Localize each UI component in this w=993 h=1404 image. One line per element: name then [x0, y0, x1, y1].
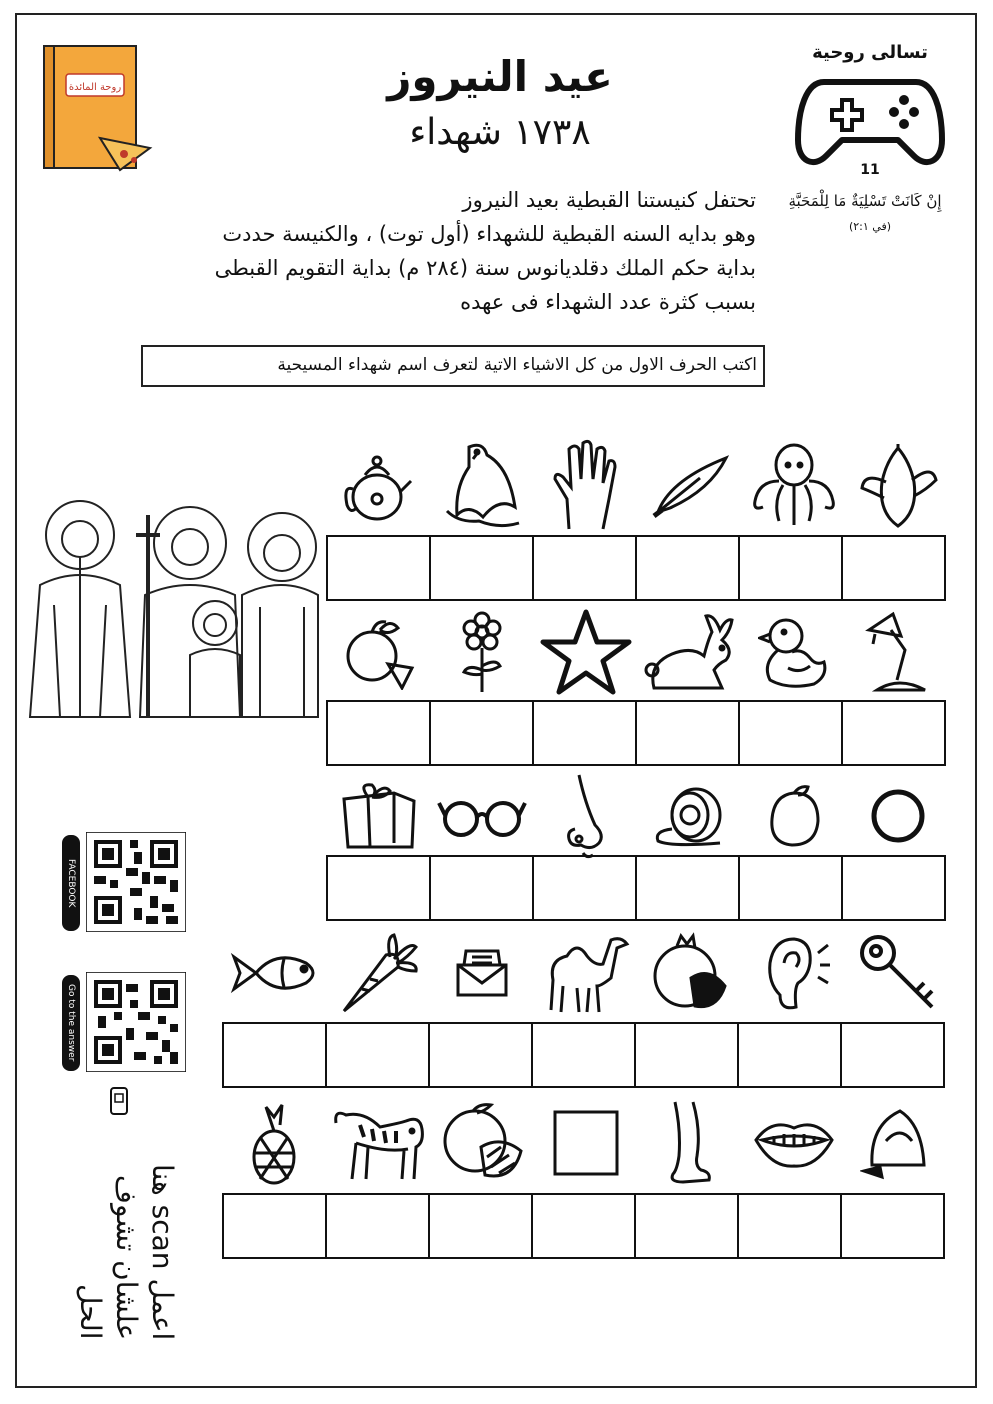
- icon-row-3: [326, 768, 950, 864]
- brand-name: تسالى روحية: [812, 42, 928, 63]
- facebook-tab[interactable]: FACEBOOK: [62, 835, 80, 931]
- answer-row-1: [326, 535, 946, 601]
- answer-cell[interactable]: [326, 535, 431, 601]
- answer-row-4: [222, 1022, 945, 1088]
- answer-cell[interactable]: [428, 1193, 533, 1259]
- scan-note-line: علشان تشوف الحل: [74, 1174, 143, 1340]
- flower-icon: [430, 604, 534, 700]
- nose-icon: [534, 768, 638, 864]
- intro-line: تحتفل كنيستنا القبطية بعيد النيروز: [462, 188, 756, 212]
- icon-row-5: [222, 1095, 950, 1191]
- star-icon: [534, 604, 638, 700]
- answer-cell[interactable]: [737, 1193, 842, 1259]
- mango-icon: [742, 768, 846, 864]
- answer-cell[interactable]: [841, 535, 946, 601]
- answer-cell[interactable]: [532, 535, 637, 601]
- camel-icon: [534, 925, 638, 1021]
- answer-cell[interactable]: [841, 700, 946, 766]
- yoyo-icon: [638, 768, 742, 864]
- icon-row-4: [222, 925, 950, 1021]
- answer-cell[interactable]: [738, 535, 843, 601]
- book-label: روحة المائدة: [68, 82, 122, 93]
- answer-cell[interactable]: [429, 855, 534, 921]
- orange-icon: [326, 604, 430, 700]
- answer-cell[interactable]: [635, 700, 740, 766]
- scan-note: [74, 1140, 180, 1340]
- answer-cell[interactable]: [222, 1022, 327, 1088]
- answer-cell[interactable]: [531, 1193, 636, 1259]
- answer-cell[interactable]: [737, 1022, 842, 1088]
- intro-paragraph: [60, 183, 756, 319]
- answer-cell[interactable]: [532, 855, 637, 921]
- answer-cell[interactable]: [841, 855, 946, 921]
- answer-tab[interactable]: Go to the answer: [62, 975, 80, 1071]
- rabbit-icon: [638, 604, 742, 700]
- duck-icon: [742, 604, 846, 700]
- answer-row-5: [222, 1193, 945, 1259]
- square-icon: [534, 1095, 638, 1191]
- answer-cell[interactable]: [429, 535, 534, 601]
- answer-cell[interactable]: [326, 855, 431, 921]
- instruction-box: اكتب الحرف الاول من كل الاشياء الاتية لتعرف اسم شهداء المسيحية: [141, 345, 765, 387]
- phone-scan-icon: [106, 1086, 132, 1116]
- intro-line: وهو بدايه السنه القبطية للشهداء (أول توت) ، والكنيسة حددت: [222, 222, 756, 246]
- iron-icon: [846, 1095, 950, 1191]
- game-controller-icon: [794, 70, 946, 170]
- answer-cell[interactable]: [840, 1022, 945, 1088]
- intro-line: بسبب كثرة عدد الشهداء فى عهده: [460, 290, 756, 314]
- answer-cell[interactable]: [326, 700, 431, 766]
- tiger-icon: [326, 1095, 430, 1191]
- facebook-qr-icon[interactable]: [86, 832, 186, 932]
- page-subtitle: ١٧٣٨ شهداء: [409, 112, 591, 153]
- citrus-icon: [430, 1095, 534, 1191]
- verse-text: إِنْ كَانَتْ تَسْلِيَةٌ مَا لِلْمَحَبَّةِ: [788, 192, 942, 210]
- pomegranate-icon: [638, 925, 742, 1021]
- banana-icon: [846, 437, 950, 533]
- intro-line: بداية حكم الملك دقلديانوس سنة (٢٨٤ م) بداية التقويم القبطى: [214, 256, 756, 280]
- verse-reference: (في ٢:١): [848, 220, 892, 233]
- octopus-icon: [742, 437, 846, 533]
- answer-cell[interactable]: [738, 855, 843, 921]
- scan-note-line: اعمل scan هنا: [146, 1163, 179, 1340]
- key-icon: [846, 925, 950, 1021]
- teapot-icon: [326, 437, 430, 533]
- ring-icon: [846, 768, 950, 864]
- answer-cell[interactable]: [635, 535, 740, 601]
- icon-row-2: [326, 604, 950, 700]
- answer-cell[interactable]: [222, 1193, 327, 1259]
- page-title: عيد النيروز: [387, 52, 613, 101]
- ear-icon: [742, 925, 846, 1021]
- answer-cell[interactable]: [428, 1022, 533, 1088]
- answer-cell[interactable]: [840, 1193, 945, 1259]
- feather-icon: [638, 437, 742, 533]
- answer-row-3: [326, 855, 946, 921]
- carrot-icon: [326, 925, 430, 1021]
- answer-cell[interactable]: [738, 700, 843, 766]
- glasses-icon: [430, 768, 534, 864]
- issue-number: 11: [860, 162, 880, 178]
- pineapple-icon: [222, 1095, 326, 1191]
- icon-row-1: [326, 437, 950, 533]
- leg-icon: [638, 1095, 742, 1191]
- answer-cell[interactable]: [429, 700, 534, 766]
- lips-icon: [742, 1095, 846, 1191]
- answer-cell[interactable]: [531, 1022, 636, 1088]
- lamp-icon: [846, 604, 950, 700]
- answer-qr-icon[interactable]: [86, 972, 186, 1072]
- book-logo-icon: [40, 42, 156, 174]
- answer-cell[interactable]: [634, 1022, 739, 1088]
- answer-cell[interactable]: [325, 1193, 430, 1259]
- eagle-icon: [430, 437, 534, 533]
- gift-icon: [326, 768, 430, 864]
- envelope-icon: [430, 925, 534, 1021]
- hand-icon: [534, 437, 638, 533]
- fish-icon: [222, 925, 326, 1021]
- answer-cell[interactable]: [634, 1193, 739, 1259]
- answer-cell[interactable]: [325, 1022, 430, 1088]
- saints-illustration-icon: [20, 495, 320, 720]
- answer-row-2: [326, 700, 946, 766]
- answer-cell[interactable]: [532, 700, 637, 766]
- answer-cell[interactable]: [635, 855, 740, 921]
